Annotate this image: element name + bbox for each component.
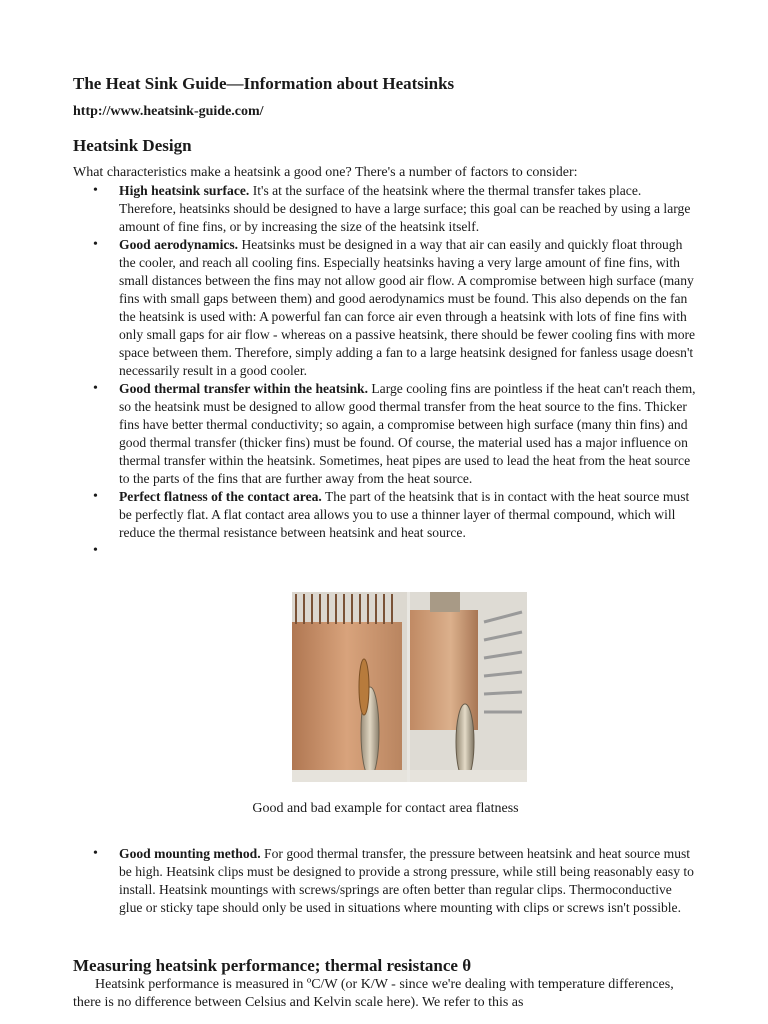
design-factors-list bbox=[73, 182, 698, 560]
list-item-thermal-transfer bbox=[73, 380, 698, 488]
list-item-text: For good thermal transfer, the pressure between heatsink and heat source must be high. Heatsink clips must be designed to provide a strong pressure, while still being reasonably easy to install. Heatsink mountings with screws/springs are often better than regular clips. Thermoconductive glue or sticky tape should only be used in situations where mounting with clips or screws isn't possible. bbox=[119, 846, 694, 915]
list-item-text: Large cooling fins are pointless if the heat can't reach them, so the heatsink must be designed to allow good thermal transfer from the heat source to the fins. Thicker fins have better thermal conductivity; so again, a compromise between high surface (many thin fins) and good thermal transfer (thicker fins) must be found. Of course, the material used has a major influence on thermal transfer within the heatsink. Sometimes, heat pipes are used to lead the heat from the heat source to the parts of the fins that are further away from the heat source. bbox=[119, 381, 696, 486]
contact-area-photo bbox=[292, 592, 527, 782]
list-item-aerodynamics bbox=[73, 236, 698, 380]
document-title: The Heat Sink Guide—Information about Heatsinks bbox=[73, 74, 455, 93]
list-item-text: The part of the heatsink that is in contact with the heat source must be perfectly flat. A flat contact area allows you to use a thinner layer of thermal compound, which will reduce the thermal resistance between heatsink and heat source. bbox=[119, 489, 690, 540]
intro-paragraph: What characteristics make a heatsink a good one? There's a number of factors to consider: bbox=[73, 165, 578, 180]
list-item-text: It's at the surface of the heatsink where the thermal transfer takes place. Therefore, heatsinks should be designed to have a large surface; this goal can be reached by using a large amount of fine fins, or by increasing the size of the heatsink itself. bbox=[119, 183, 691, 234]
list-item-text: Heatsinks must be designed in a way that air can easily and quickly float through the cooler, and reach all cooling fins. Especially heatsinks having a very large amount of fine fins, with small distances between the fins may not allow good air flow. A compromise between high surface (many fins with small gaps between them) and good aerodynamics must be found. This also depends on the fan the heatsink is used with: A powerful fan can force air even through a heatsink with lots of fine fins with only small gaps for air flow - whereas on a passive heatsink, there should be fewer cooling fins with more space between them. Therefore, simply adding a fan to a large heatsink designed for fanless usage doesn't necessarily result in a good cooler. bbox=[119, 237, 696, 378]
section-heading-thermal-resistance: Measuring heatsink performance; thermal resistance θ bbox=[73, 956, 472, 975]
mounting-list bbox=[73, 845, 698, 917]
list-item-term: Good mounting method. bbox=[119, 846, 261, 861]
bad-contact-photo bbox=[410, 592, 527, 782]
list-item-figure-bullet bbox=[73, 542, 698, 560]
figure-caption: Good and bad example for contact area flatness bbox=[252, 801, 519, 816]
list-item-term: Good thermal transfer within the heatsink. bbox=[119, 381, 368, 396]
list-item-term: Good aerodynamics. bbox=[119, 237, 239, 252]
list-item-surface bbox=[73, 182, 698, 236]
list-item-mounting bbox=[73, 845, 698, 917]
thermal-resistance-paragraph: Heatsink performance is measured in ºC/W (or K/W - since we're dealing with temperature differences, there is no difference between Celsius and Kelvin scale here). We refer to this as bbox=[73, 977, 674, 1010]
list-item-term: High heatsink surface. bbox=[119, 183, 250, 198]
section-heading-heatsink-design: Heatsink Design bbox=[73, 136, 192, 155]
source-url[interactable]: http://www.heatsink-guide.com/ bbox=[73, 104, 264, 119]
list-item-flatness bbox=[73, 488, 698, 542]
good-contact-photo bbox=[292, 592, 407, 782]
list-item-term: Perfect flatness of the contact area. bbox=[119, 489, 322, 504]
